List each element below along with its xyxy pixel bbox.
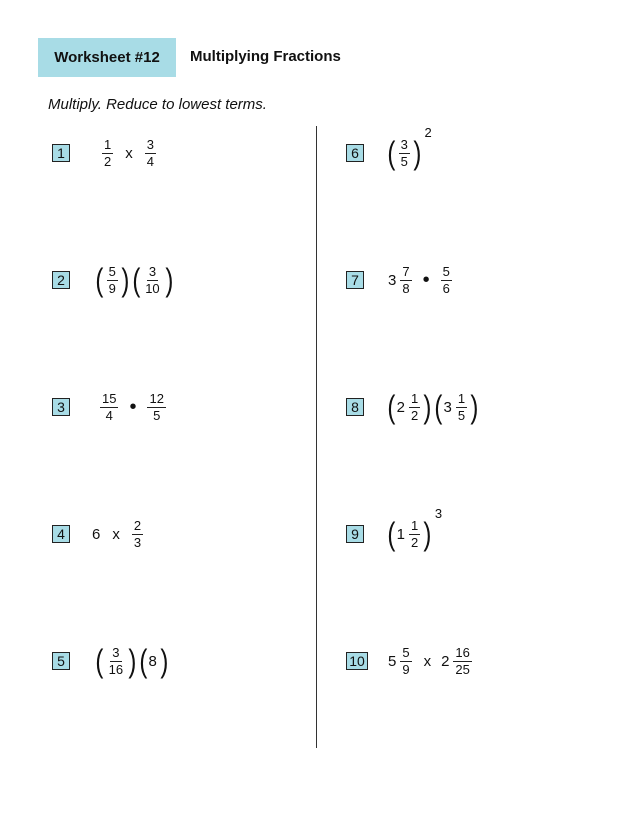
- numerator: 5: [402, 644, 410, 660]
- fraction: [456, 392, 467, 423]
- problem-number-4: 4: [52, 525, 70, 543]
- problem-number-7: 7: [346, 271, 364, 289]
- whole-number: 2: [396, 398, 405, 416]
- left-paren: (: [131, 262, 140, 298]
- whole-number: 3: [443, 398, 452, 416]
- left-paren: (: [95, 262, 104, 298]
- left-paren: (: [95, 643, 104, 679]
- fraction: [107, 646, 125, 677]
- problem-3: [98, 387, 168, 427]
- problem-1: [100, 133, 158, 173]
- fraction: [143, 265, 161, 296]
- denominator: 2: [411, 534, 419, 550]
- numerator: 3: [112, 644, 120, 660]
- denominator: 3: [133, 534, 142, 550]
- fraction: [102, 138, 113, 169]
- problem-7: [388, 260, 454, 300]
- exponent: 3: [434, 506, 443, 521]
- exponent: 2: [424, 125, 432, 140]
- denominator: 5: [153, 407, 161, 423]
- right-paren: ): [121, 262, 130, 298]
- problem-10: [388, 641, 474, 681]
- problem-number-1: 1: [52, 144, 70, 162]
- numerator: 1: [411, 517, 419, 533]
- right-paren: ): [423, 389, 432, 425]
- right-paren: ): [470, 389, 479, 425]
- numerator: 12: [149, 390, 164, 406]
- fraction: [132, 519, 143, 550]
- denominator: 9: [402, 661, 410, 677]
- problem-6: [386, 125, 432, 173]
- problem-number-8: 8: [346, 398, 364, 416]
- numerator: 7: [402, 263, 410, 279]
- denominator: 16: [108, 661, 124, 677]
- numerator: 3: [146, 136, 154, 152]
- left-paren: (: [387, 135, 396, 171]
- numerator: 16: [455, 644, 470, 660]
- whole-number: 1: [396, 525, 405, 543]
- numerator: 2: [133, 517, 142, 533]
- denominator: 9: [108, 280, 116, 296]
- fraction: [441, 265, 452, 296]
- problem-number-5: 5: [52, 652, 70, 670]
- denominator: 5: [457, 407, 466, 423]
- whole-number: 3: [388, 271, 397, 289]
- numerator: 15: [102, 390, 117, 406]
- denominator: 25: [455, 661, 470, 677]
- whole-number: 5: [388, 652, 397, 670]
- fraction: [100, 392, 118, 423]
- right-paren: ): [413, 135, 422, 171]
- fraction: [145, 138, 156, 169]
- whole-number: 6: [92, 525, 101, 543]
- whole-number: 2: [441, 652, 450, 670]
- denominator: 4: [105, 407, 113, 423]
- problem-number-9: 9: [346, 525, 364, 543]
- right-paren: ): [160, 643, 169, 679]
- fraction: [409, 392, 420, 423]
- problem-number-10: 10: [346, 652, 368, 670]
- numerator: 5: [442, 263, 450, 279]
- right-paren: ): [165, 262, 173, 298]
- operator: x: [125, 144, 133, 162]
- denominator: 8: [402, 280, 410, 296]
- numerator: 1: [457, 390, 466, 406]
- problem-number-2: 2: [52, 271, 70, 289]
- numerator: 1: [411, 390, 419, 406]
- numerator: 1: [104, 136, 112, 152]
- problem-number-3: 3: [52, 398, 70, 416]
- right-paren: ): [128, 643, 137, 679]
- problem-2: [94, 260, 174, 300]
- denominator: 5: [400, 153, 408, 169]
- fraction: [147, 392, 165, 423]
- operator: x: [423, 652, 432, 670]
- column-divider: [316, 126, 317, 748]
- problem-9: [386, 506, 443, 554]
- operator: x: [112, 525, 120, 543]
- left-paren: (: [387, 516, 396, 552]
- operator: •: [422, 268, 430, 291]
- fraction: [400, 265, 411, 296]
- problem-8: [386, 387, 480, 427]
- numerator: 3: [400, 136, 408, 152]
- fraction: [409, 519, 420, 550]
- numerator: 3: [148, 263, 157, 279]
- right-paren: ): [423, 516, 432, 552]
- denominator: 2: [411, 407, 419, 423]
- worksheet-title: Multiplying Fractions: [190, 48, 341, 65]
- operator: •: [129, 395, 137, 418]
- fraction: [453, 646, 471, 677]
- problem-number-6: 6: [346, 144, 364, 162]
- left-paren: (: [434, 389, 443, 425]
- instructions: Multiply. Reduce to lowest terms.: [48, 96, 267, 113]
- fraction: [399, 138, 410, 169]
- fraction: [107, 265, 118, 296]
- denominator: 4: [146, 153, 154, 169]
- numerator: 5: [108, 263, 116, 279]
- denominator: 10: [145, 280, 160, 296]
- worksheet-tag: Worksheet #12: [38, 38, 176, 77]
- denominator: 2: [104, 153, 112, 169]
- denominator: 6: [442, 280, 450, 296]
- left-paren: (: [139, 643, 148, 679]
- left-paren: (: [387, 389, 396, 425]
- problem-5: [94, 641, 169, 681]
- whole-number: 8: [148, 652, 157, 670]
- fraction: [400, 646, 411, 677]
- problem-4: [92, 514, 145, 554]
